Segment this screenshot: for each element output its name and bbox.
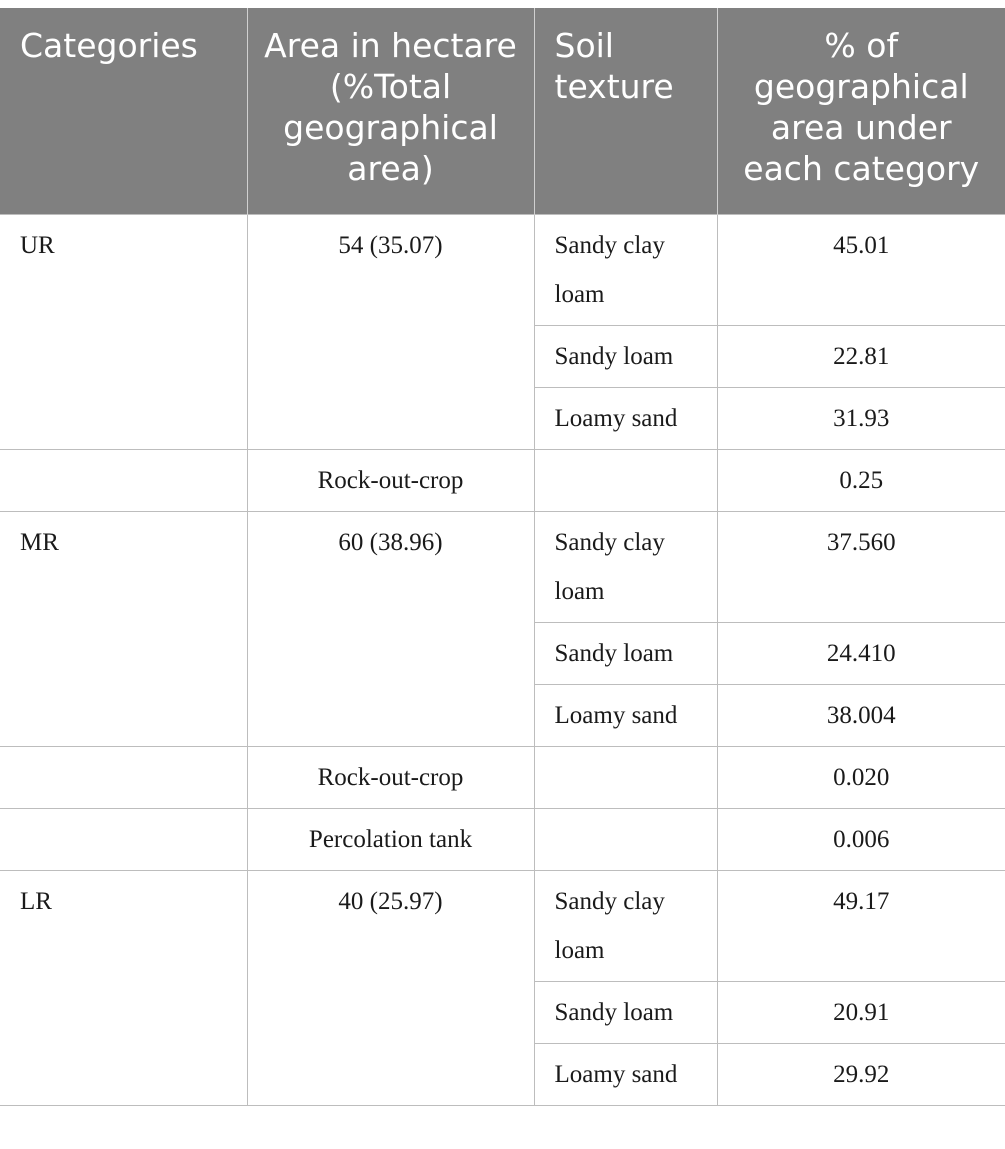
category-cell: [0, 808, 247, 870]
header-percent-area: % of geographical area under each category: [717, 8, 1005, 214]
soil-texture-cell: Loamy sand: [534, 1043, 717, 1105]
area-cell: Rock-out-crop: [247, 746, 534, 808]
category-cell: UR: [0, 214, 247, 449]
soil-texture-cell: Sandy clay loam: [534, 870, 717, 981]
table-row: [0, 449, 1005, 511]
area-cell: Percolation tank: [247, 808, 534, 870]
header-soil-texture: Soil texture: [534, 8, 717, 214]
percent-cell: 38.004: [717, 684, 1005, 746]
header-row: [0, 8, 1005, 214]
percent-cell: 37.560: [717, 511, 1005, 622]
category-cell: [0, 746, 247, 808]
area-cell: 60 (38.96): [247, 511, 534, 746]
category-cell: MR: [0, 511, 247, 746]
category-cell: [0, 449, 247, 511]
table-row: [0, 214, 1005, 325]
soil-texture-cell: Loamy sand: [534, 684, 717, 746]
soil-texture-cell: Sandy loam: [534, 981, 717, 1043]
soil-texture-cell: Loamy sand: [534, 387, 717, 449]
area-cell: Rock-out-crop: [247, 449, 534, 511]
percent-cell: 31.93: [717, 387, 1005, 449]
soil-texture-cell: [534, 808, 717, 870]
header-area: Area in hectare (%Total geographical area): [247, 8, 534, 214]
header-categories: Categories: [0, 8, 247, 214]
soil-texture-cell: [534, 449, 717, 511]
category-cell: LR: [0, 870, 247, 1105]
percent-cell: 0.25: [717, 449, 1005, 511]
percent-cell: 45.01: [717, 214, 1005, 325]
soil-texture-cell: Sandy loam: [534, 325, 717, 387]
soil-texture-cell: [534, 746, 717, 808]
table-row: [0, 511, 1005, 622]
percent-cell: 0.020: [717, 746, 1005, 808]
area-cell: 40 (25.97): [247, 870, 534, 1105]
percent-cell: 24.410: [717, 622, 1005, 684]
percent-cell: 20.91: [717, 981, 1005, 1043]
soil-texture-cell: Sandy loam: [534, 622, 717, 684]
percent-cell: 0.006: [717, 808, 1005, 870]
soil-texture-table: [0, 8, 1005, 1106]
percent-cell: 22.81: [717, 325, 1005, 387]
table-row: [0, 870, 1005, 981]
percent-cell: 49.17: [717, 870, 1005, 981]
area-cell: 54 (35.07): [247, 214, 534, 449]
soil-texture-cell: Sandy clay loam: [534, 214, 717, 325]
table-row: [0, 808, 1005, 870]
percent-cell: 29.92: [717, 1043, 1005, 1105]
table-row: [0, 746, 1005, 808]
soil-texture-cell: Sandy clay loam: [534, 511, 717, 622]
